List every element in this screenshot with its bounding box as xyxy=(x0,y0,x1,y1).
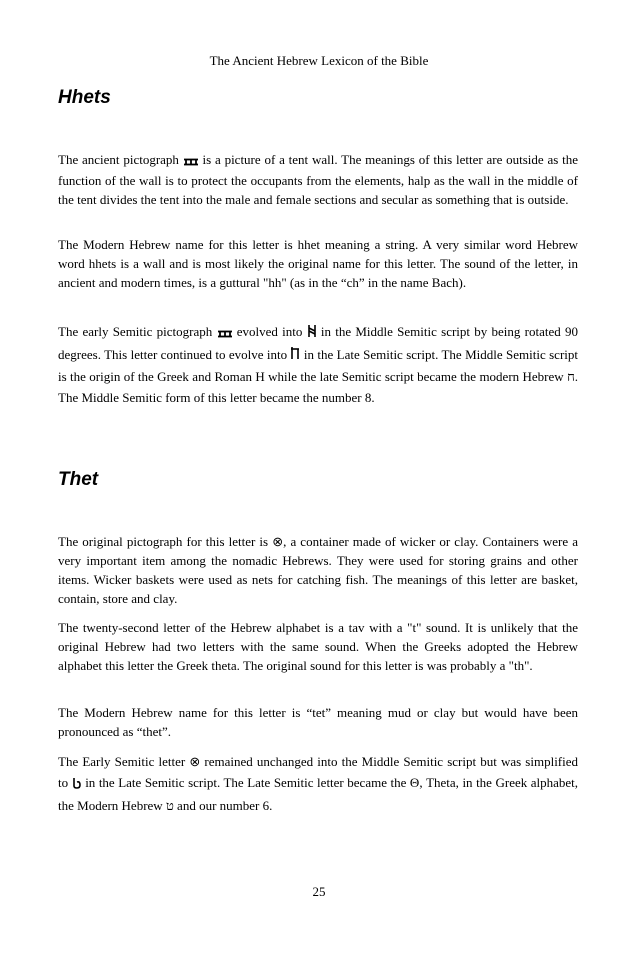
middle-semitic-hhet-icon xyxy=(307,323,317,344)
late-semitic-hhet-icon xyxy=(290,345,300,366)
text: , a container made of wicker or clay. Containers were a very important item among the nomadic Hebrews. They were used for storing grains and other items. Wicker baskets were used as nets for catching fish. The meanings of this letter are basket, contain, store and clay. xyxy=(58,534,578,606)
paragraph xyxy=(58,751,578,816)
text: The ancient pictograph xyxy=(58,152,179,167)
paragraph xyxy=(58,532,578,608)
paragraph: The twenty-second letter of the Hebrew alphabet is a tav with a "t" sound. It is unlikely that the original Hebrew had two letters with the same sound. When the Greeks adopted the Hebrew alphabet this letter the Greek theta. The original sound for this letter is was probably a "th". xyxy=(58,620,578,673)
section-heading-hhets: Hhets xyxy=(58,87,111,108)
modern-hebrew-tet: ט xyxy=(165,797,174,813)
text: in the Late Semitic script. The Late Semitic letter became the xyxy=(85,775,407,790)
greek-theta: Θ xyxy=(409,775,420,790)
text: remained unchanged into the Middle Semitic script but was simplified to xyxy=(58,754,579,790)
paragraph: The Modern Hebrew name for this letter is hhet meaning a string. A very similar word Hebrew word hhets is a wall and is most likely the original name for this letter. The sound of the letter, in ancient and modern times, is a guttural "hh" (as in the “ch” in the name Bach). xyxy=(58,237,578,290)
running-header: The Ancient Hebrew Lexicon of the Bible xyxy=(209,53,429,68)
text: The early Semitic pictograph xyxy=(58,324,213,339)
text: in the Late Semitic script. The Middle Semitic script is the origin of the Greek and Roman H while the late Semitic script became the modern Hebrew xyxy=(58,346,579,385)
page-number: 25 xyxy=(312,884,326,899)
tent-wall-pictograph-icon xyxy=(183,152,199,171)
paragraph: The Modern Hebrew name for this letter is “tet” meaning mud or clay but would have been pronounced as “thet”. xyxy=(58,705,578,739)
text: , Theta, in the Greek alphabet, the Modern Hebrew xyxy=(58,775,579,813)
modern-hebrew-het: ח xyxy=(567,369,575,385)
text: is a picture of a tent wall. The meanings of this letter are outside as the function of the wall is to protect the occupants from the elements, halp as the wall in the middle of the tent divides the tent into the male and female sections and secular as something that is outside. xyxy=(58,152,578,207)
text: evolved into xyxy=(236,324,303,339)
text: . The Middle Semitic form of this letter became the number 8. xyxy=(58,369,579,406)
tent-wall-pictograph-icon xyxy=(217,323,233,344)
text: The original pictograph for this letter is xyxy=(58,534,269,549)
paragraph xyxy=(58,150,578,209)
container-pictograph: ⊗ xyxy=(272,534,284,549)
late-semitic-tet-icon xyxy=(72,774,82,795)
text: The Early Semitic letter xyxy=(58,754,186,769)
paragraph xyxy=(58,321,578,408)
section-heading-thet: Thet xyxy=(58,469,99,490)
text: and our number 6. xyxy=(177,797,273,813)
container-pictograph: ⊗ xyxy=(189,754,201,769)
text: in the Middle Semitic script by being rotated 90 degrees. This letter continued to evolve into xyxy=(58,324,578,362)
